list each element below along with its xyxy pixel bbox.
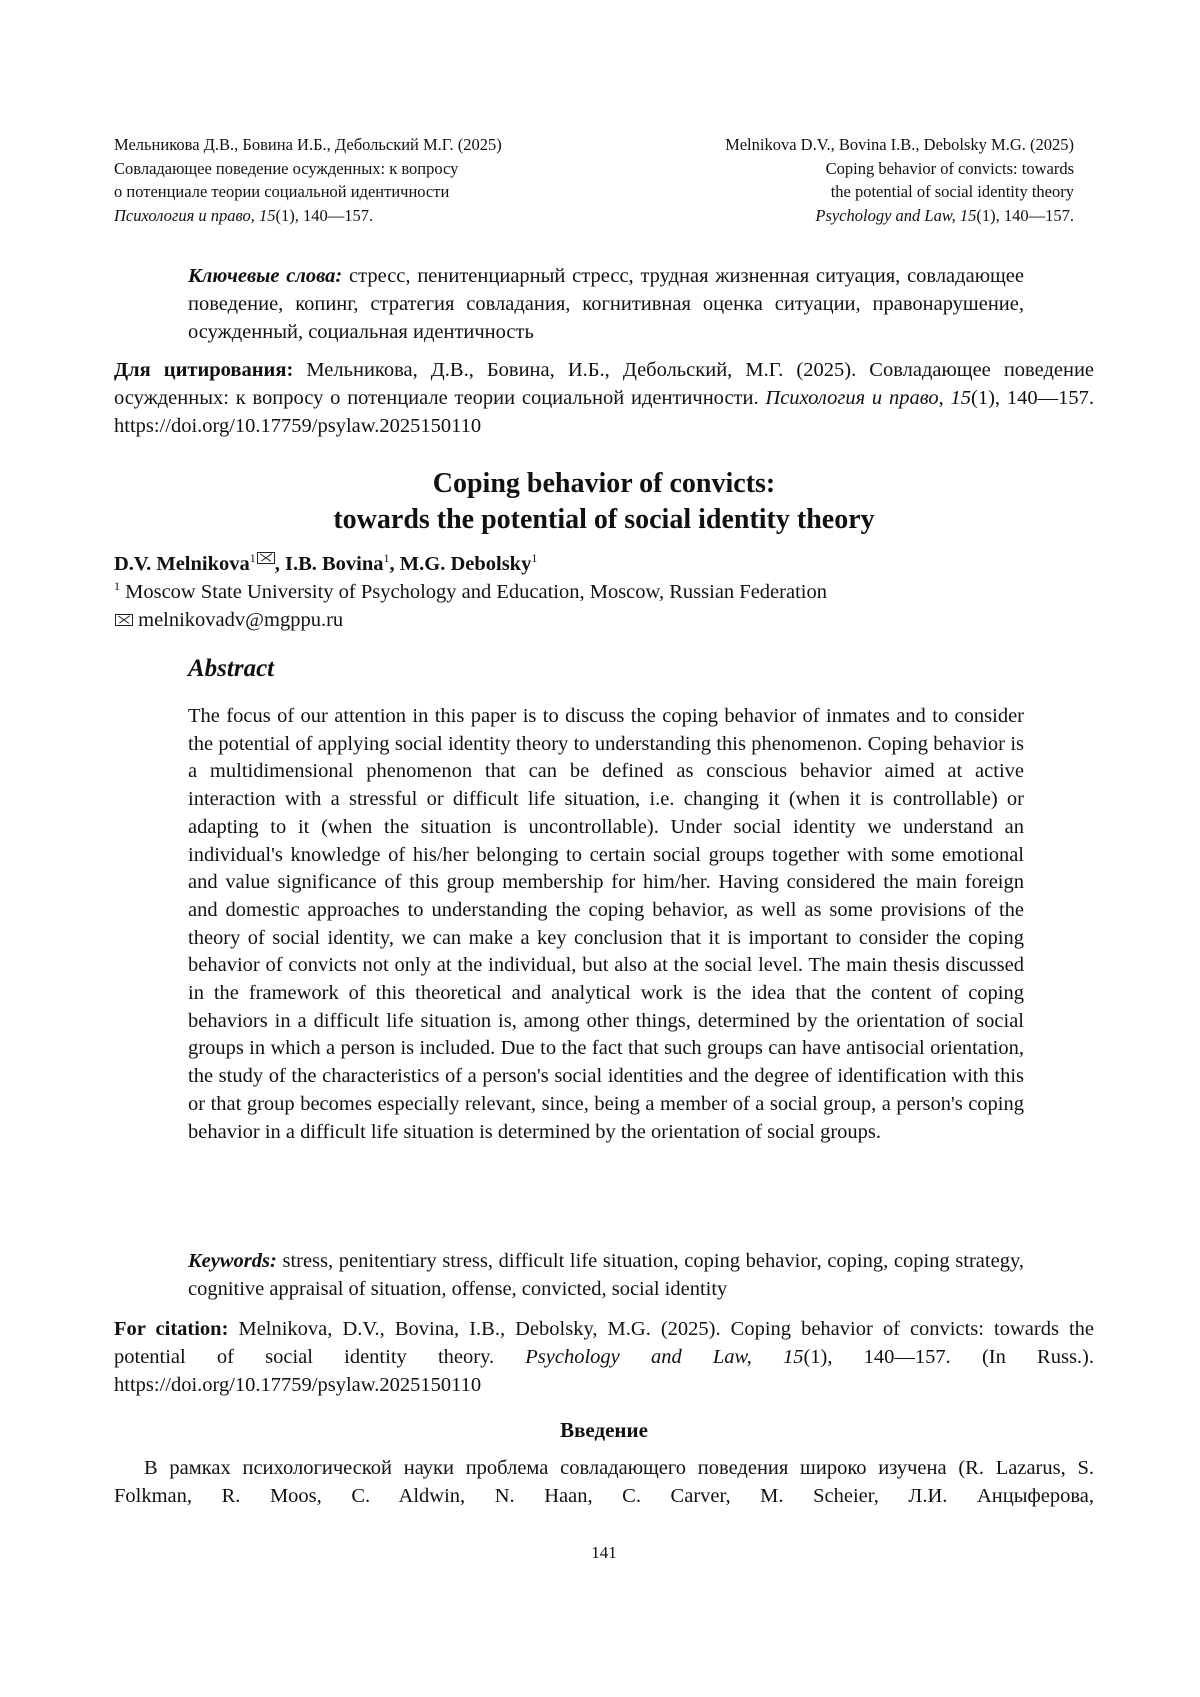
header-right-line: the potential of social identity theory <box>830 182 1074 201</box>
journal-name: Психология и право, 15 <box>114 205 276 225</box>
citation-en-journal: Psychology and Law, 15 <box>525 1346 804 1368</box>
header-left-line: о потенциале теории социальной идентичности <box>114 182 450 201</box>
keywords-en <box>188 1247 1024 1303</box>
running-header-right <box>725 133 1074 227</box>
author-name: , M.G. Debolsky <box>389 553 532 575</box>
keywords-en-label: Keywords: <box>188 1250 277 1272</box>
contact-email <box>114 606 343 634</box>
keywords-ru-label: Ключевые слова: <box>188 265 343 287</box>
keywords-ru-text: стресс, пенитенциарный стресс, трудная жизненная ситуация, совладающее поведение, копинг, стратегия совладания, когнитивная оценка ситуации, правонарушение, осужденный, социальная идентичность <box>188 265 1024 343</box>
header-right-journal <box>725 204 1074 228</box>
author-affil-sup: 1 <box>383 551 390 565</box>
abstract-heading: Abstract <box>188 655 275 682</box>
affiliation <box>114 578 827 606</box>
affiliation-sup: 1 <box>114 579 120 593</box>
title-line-1: Coping behavior of convicts: <box>432 468 776 499</box>
affiliation-text: Moscow State University of Psychology and Education, Moscow, Russian Federation <box>120 581 827 603</box>
citation-ru-label: Для цитирования: <box>114 359 294 381</box>
introduction-text: В рамках психологической науки проблема совладающего поведения широко изучена (R. Lazarus, S. Folkman, R. Moos, C. Aldwin, N. Haan, C. Carver, M. Scheier, Л.И. Анцыферова, <box>114 1457 1094 1507</box>
author-affil-sup: 1 <box>531 551 538 565</box>
email-text[interactable]: melnikovadv@mgppu.ru <box>133 609 344 631</box>
envelope-icon <box>115 614 133 626</box>
keywords-ru <box>188 262 1024 346</box>
citation-en <box>114 1315 1094 1399</box>
authors-line <box>114 550 537 578</box>
citation-ru-text: Мельникова, Д.В., Бовина, И.Б., Дебольский, М.Г. (2025). Совладающее поведение осужденных: к вопросу о потенциале теории социальной идентичности. <box>114 359 1095 409</box>
header-right-line: Melnikova D.V., Bovina I.B., Debolsky M.G. (2025) <box>725 135 1074 154</box>
author-name: , I.B. Bovina <box>274 553 384 575</box>
author-affil-sup: 1 <box>249 551 256 565</box>
introduction-heading: Введение <box>560 1418 648 1442</box>
page-number: 141 <box>591 1543 617 1562</box>
citation-en-label: For citation: <box>114 1318 229 1340</box>
citation-en-text: Melnikova, D.V., Bovina, I.B., Debolsky, M.G. (2025). Coping behavior of convicts: towards the potential of social identity theory. <box>114 1318 1095 1368</box>
header-left-line: Мельникова Д.В., Бовина И.Б., Дебольский М.Г. (2025) <box>114 135 502 154</box>
running-header-left <box>114 133 502 227</box>
header-left-journal <box>114 204 502 228</box>
citation-en-rest: (1), 140—157. (In Russ.). https://doi.org/10.17759/psylaw.2025150110 <box>114 1346 1094 1396</box>
envelope-icon <box>257 552 275 564</box>
journal-name: Psychology and Law, 15 <box>815 205 977 225</box>
author-name: D.V. Melnikova <box>114 553 250 575</box>
header-left-line: Совладающее поведение осужденных: к вопросу <box>114 158 459 178</box>
header-right-line: Coping behavior of convicts: towards <box>825 158 1074 178</box>
citation-ru-rest: (1), 140—157. https://doi.org/10.17759/psylaw.2025150110 <box>114 387 1094 437</box>
title-line-2: towards the potential of social identity theory <box>333 504 875 535</box>
journal-issue: (1), 140—157. <box>275 205 374 225</box>
citation-ru-journal: Психология и право, 15 <box>765 387 972 409</box>
journal-issue: (1), 140—157. <box>976 205 1074 225</box>
citation-ru <box>114 356 1094 440</box>
paper-title <box>114 466 1094 538</box>
keywords-en-text: stress, penitentiary stress, difficult life situation, coping behavior, coping, coping strategy, cognitive appraisal of situation, offense, convicted, social identity <box>188 1250 1024 1300</box>
abstract-text: The focus of our attention in this paper is to discuss the coping behavior of inmates and to consider the potential of applying social identity theory to understanding this phenomenon. Coping behavior is a multidimensional phenomenon that can be defined as conscious behavior aimed at active interaction with a stressful or difficult life situation, i.e. changing it (when it is controllable) or adapting to it (when the situation is uncontrollable). Under social identity we understand an individual's knowledge of his/her belonging to certain social groups together with some emotional and value significance of this group membership for him/her. Having considered the main foreign and domestic approaches to understanding the coping behavior, as well as some provisions of the theory of social identity, we can make a key conclusion that it is important to consider the coping behavior of convicts not only at the individual, but also at the social level. The main thesis discussed in the framework of this theoretical and analytical work is the idea that the content of coping behaviors in a difficult life situation is, among other things, determined by the orientation of social groups in which a person is included. Due to the fact that such groups can have antisocial orientation, the study of the characteristics of a person's social identities and the degree of identification with this or that group becomes especially relevant, since, being a member of a social group, a person's coping behavior in a difficult life situation is determined by the orientation of social groups. <box>188 705 1024 1143</box>
